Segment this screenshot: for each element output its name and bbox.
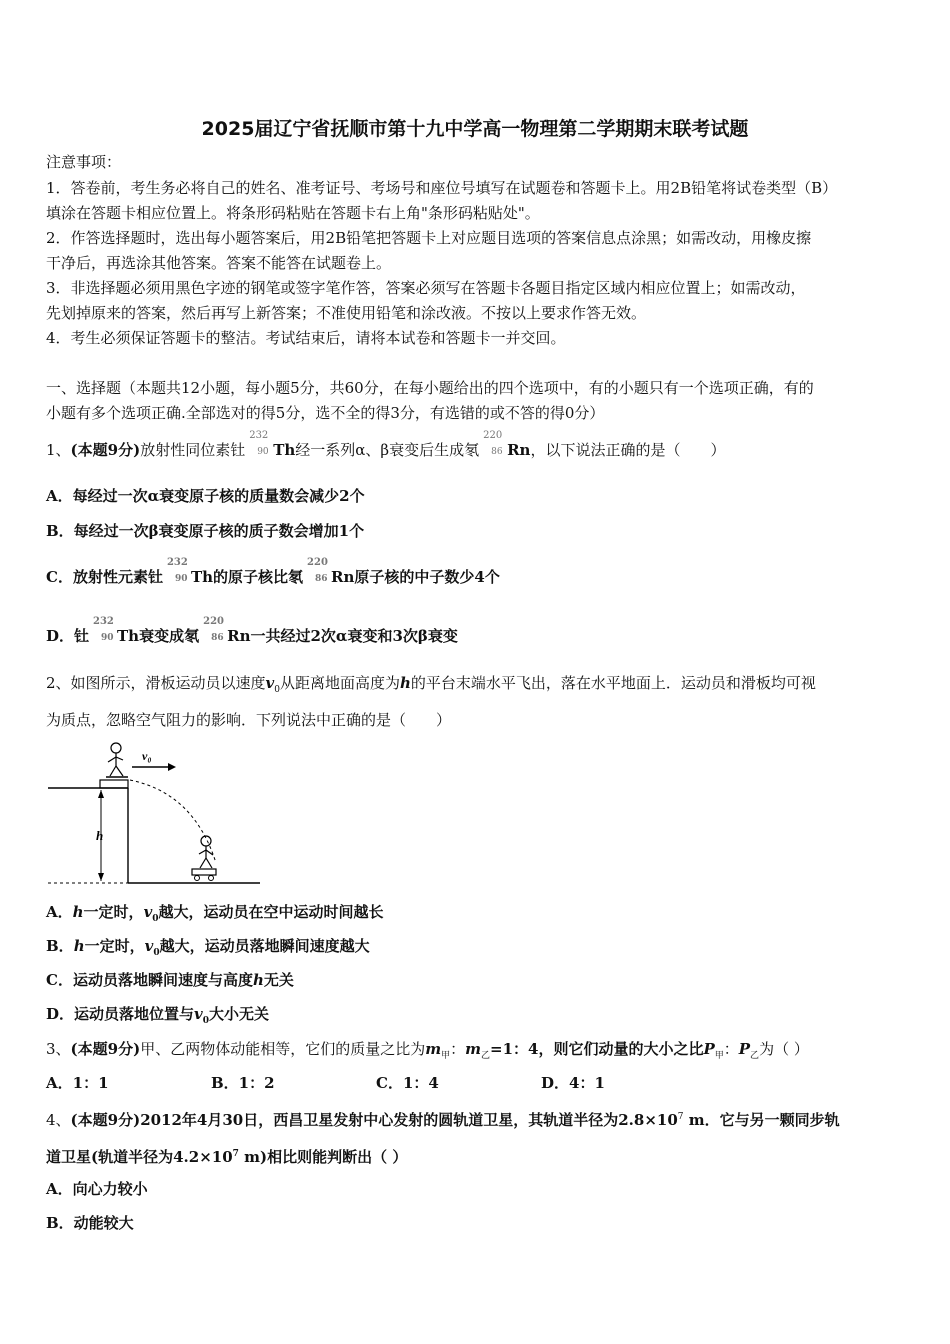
notice-line: 干净后，再选涂其他答案。答案不能答在试题卷上。 — [46, 254, 392, 272]
notice-line: 1．答卷前，考生务必将自己的姓名、准考证号、考场号和座位号填写在试题卷和答题卡上。用2B铅笔将试卷类型（B） — [46, 179, 838, 197]
q2-option-c: C．运动员落地瞬间速度与高度h无关 — [46, 971, 294, 989]
q1-option-d: D．钍 232 90 Th衰变成氡 220 86 Rn一共经过2次α衰变和3次β衰变 — [46, 616, 458, 645]
notice-line: 填涂在答题卡相应位置上。将条形码粘贴在答题卡右上角"条形码粘贴处"。 — [46, 204, 540, 222]
notice-line: 3．非选择题必须用黑色字迹的钢笔或签字笔作答，答案必须写在答题卡各题目指定区域内相应位置上；如需改动， — [46, 279, 806, 297]
q1-option-b: B．每经过一次β衰变原子核的质子数会增加1个 — [46, 522, 365, 540]
question-4-stem: 4、(本题9分)2012年4月30日，西昌卫星发射中心发射的圆轨道卫星，其轨道半径为$2.8\times 10^7$ m．它与另一颗同步轨 — [46, 1111, 840, 1129]
section-heading-cont: 小题有多个选项正确.全部选对的得5分，选不全的得3分，有选错的或不答的得0分） — [46, 404, 605, 422]
q4-option-a: A．向心力较小 — [46, 1180, 148, 1198]
q2-option-b: B．h一定时，$v_0$越大，运动员落地瞬间速度越大 — [46, 937, 370, 958]
question-3-stem: 3、(本题9分)甲、乙两物体动能相等，它们的质量之比为$m_甲$：$m_乙=1$：4，则它们动量的大小之比$P_甲$：$P_乙$为（ ） — [46, 1040, 809, 1061]
question-4-stem-cont: 道卫星(轨道半径为$4.2\times 10^7$ m)相比则能判断出（ ） — [46, 1148, 408, 1166]
q3-option-d: D．4：1 — [541, 1074, 605, 1092]
height-label: h — [96, 828, 104, 843]
velocity-label: v₀ — [142, 749, 152, 763]
q3-options — [46, 1073, 706, 1093]
question-1-stem: 1、(本题9分)放射性同位素钍 232 90 Th经一系列α、β衰变后生成氡 220 86 Rn，以下说法正确的是（ ） — [46, 430, 726, 459]
notice-line: 2．作答选择题时，选出每小题答案后，用2B铅笔把答题卡上对应题目选项的答案信息点涂黑；如需改动，用橡皮擦 — [46, 229, 812, 247]
notice-heading: 注意事项： — [46, 153, 122, 171]
nuclide-rn: 220 86 — [483, 430, 503, 457]
q3-option-b: B．1：2 — [211, 1074, 275, 1092]
q4-option-b: B．动能较大 — [46, 1214, 134, 1232]
question-2-stem: 2、如图所示，滑板运动员以速度$v_0$从距离地面高度为h的平台末端水平飞出，落在水平地面上．运动员和滑板均可视 — [46, 674, 816, 695]
skateboard-figure — [44, 738, 264, 888]
q2-option-a: A．h一定时，$v_0$越大，运动员在空中运动时间越长 — [46, 903, 384, 924]
section-heading: 一、选择题（本题共12小题，每小题5分，共60分，在每小题给出的四个选项中，有的小题只有一个选项正确，有的 — [46, 379, 814, 397]
q3-option-c: C．1：4 — [376, 1074, 439, 1092]
notice-line: 4．考生必须保证答题卡的整洁。考试结束后，请将本试卷和答题卡一并交回。 — [46, 329, 566, 347]
page-title: 2025届辽宁省抚顺市第十九中学高一物理第二学期期末联考试题 — [201, 118, 749, 140]
q2-option-d: D．运动员落地位置与$v_0$大小无关 — [46, 1005, 270, 1026]
notice-line: 先划掉原来的答案，然后再写上新答案；不准使用铅笔和涂改液。不按以上要求作答无效。 — [46, 304, 647, 322]
nuclide-th: 232 90 — [249, 430, 269, 457]
question-2-stem-cont: 为质点，忽略空气阻力的影响．下列说法中正确的是（ ） — [46, 711, 452, 729]
q1-option-c: C．放射性元素钍 232 90 Th的原子核比氡 220 86 Rn原子核的中子数少4个 — [46, 557, 500, 586]
q1-option-a: A．每经过一次α衰变原子核的质量数会减少2个 — [46, 487, 365, 505]
q3-option-a: A．1：1 — [46, 1074, 109, 1092]
